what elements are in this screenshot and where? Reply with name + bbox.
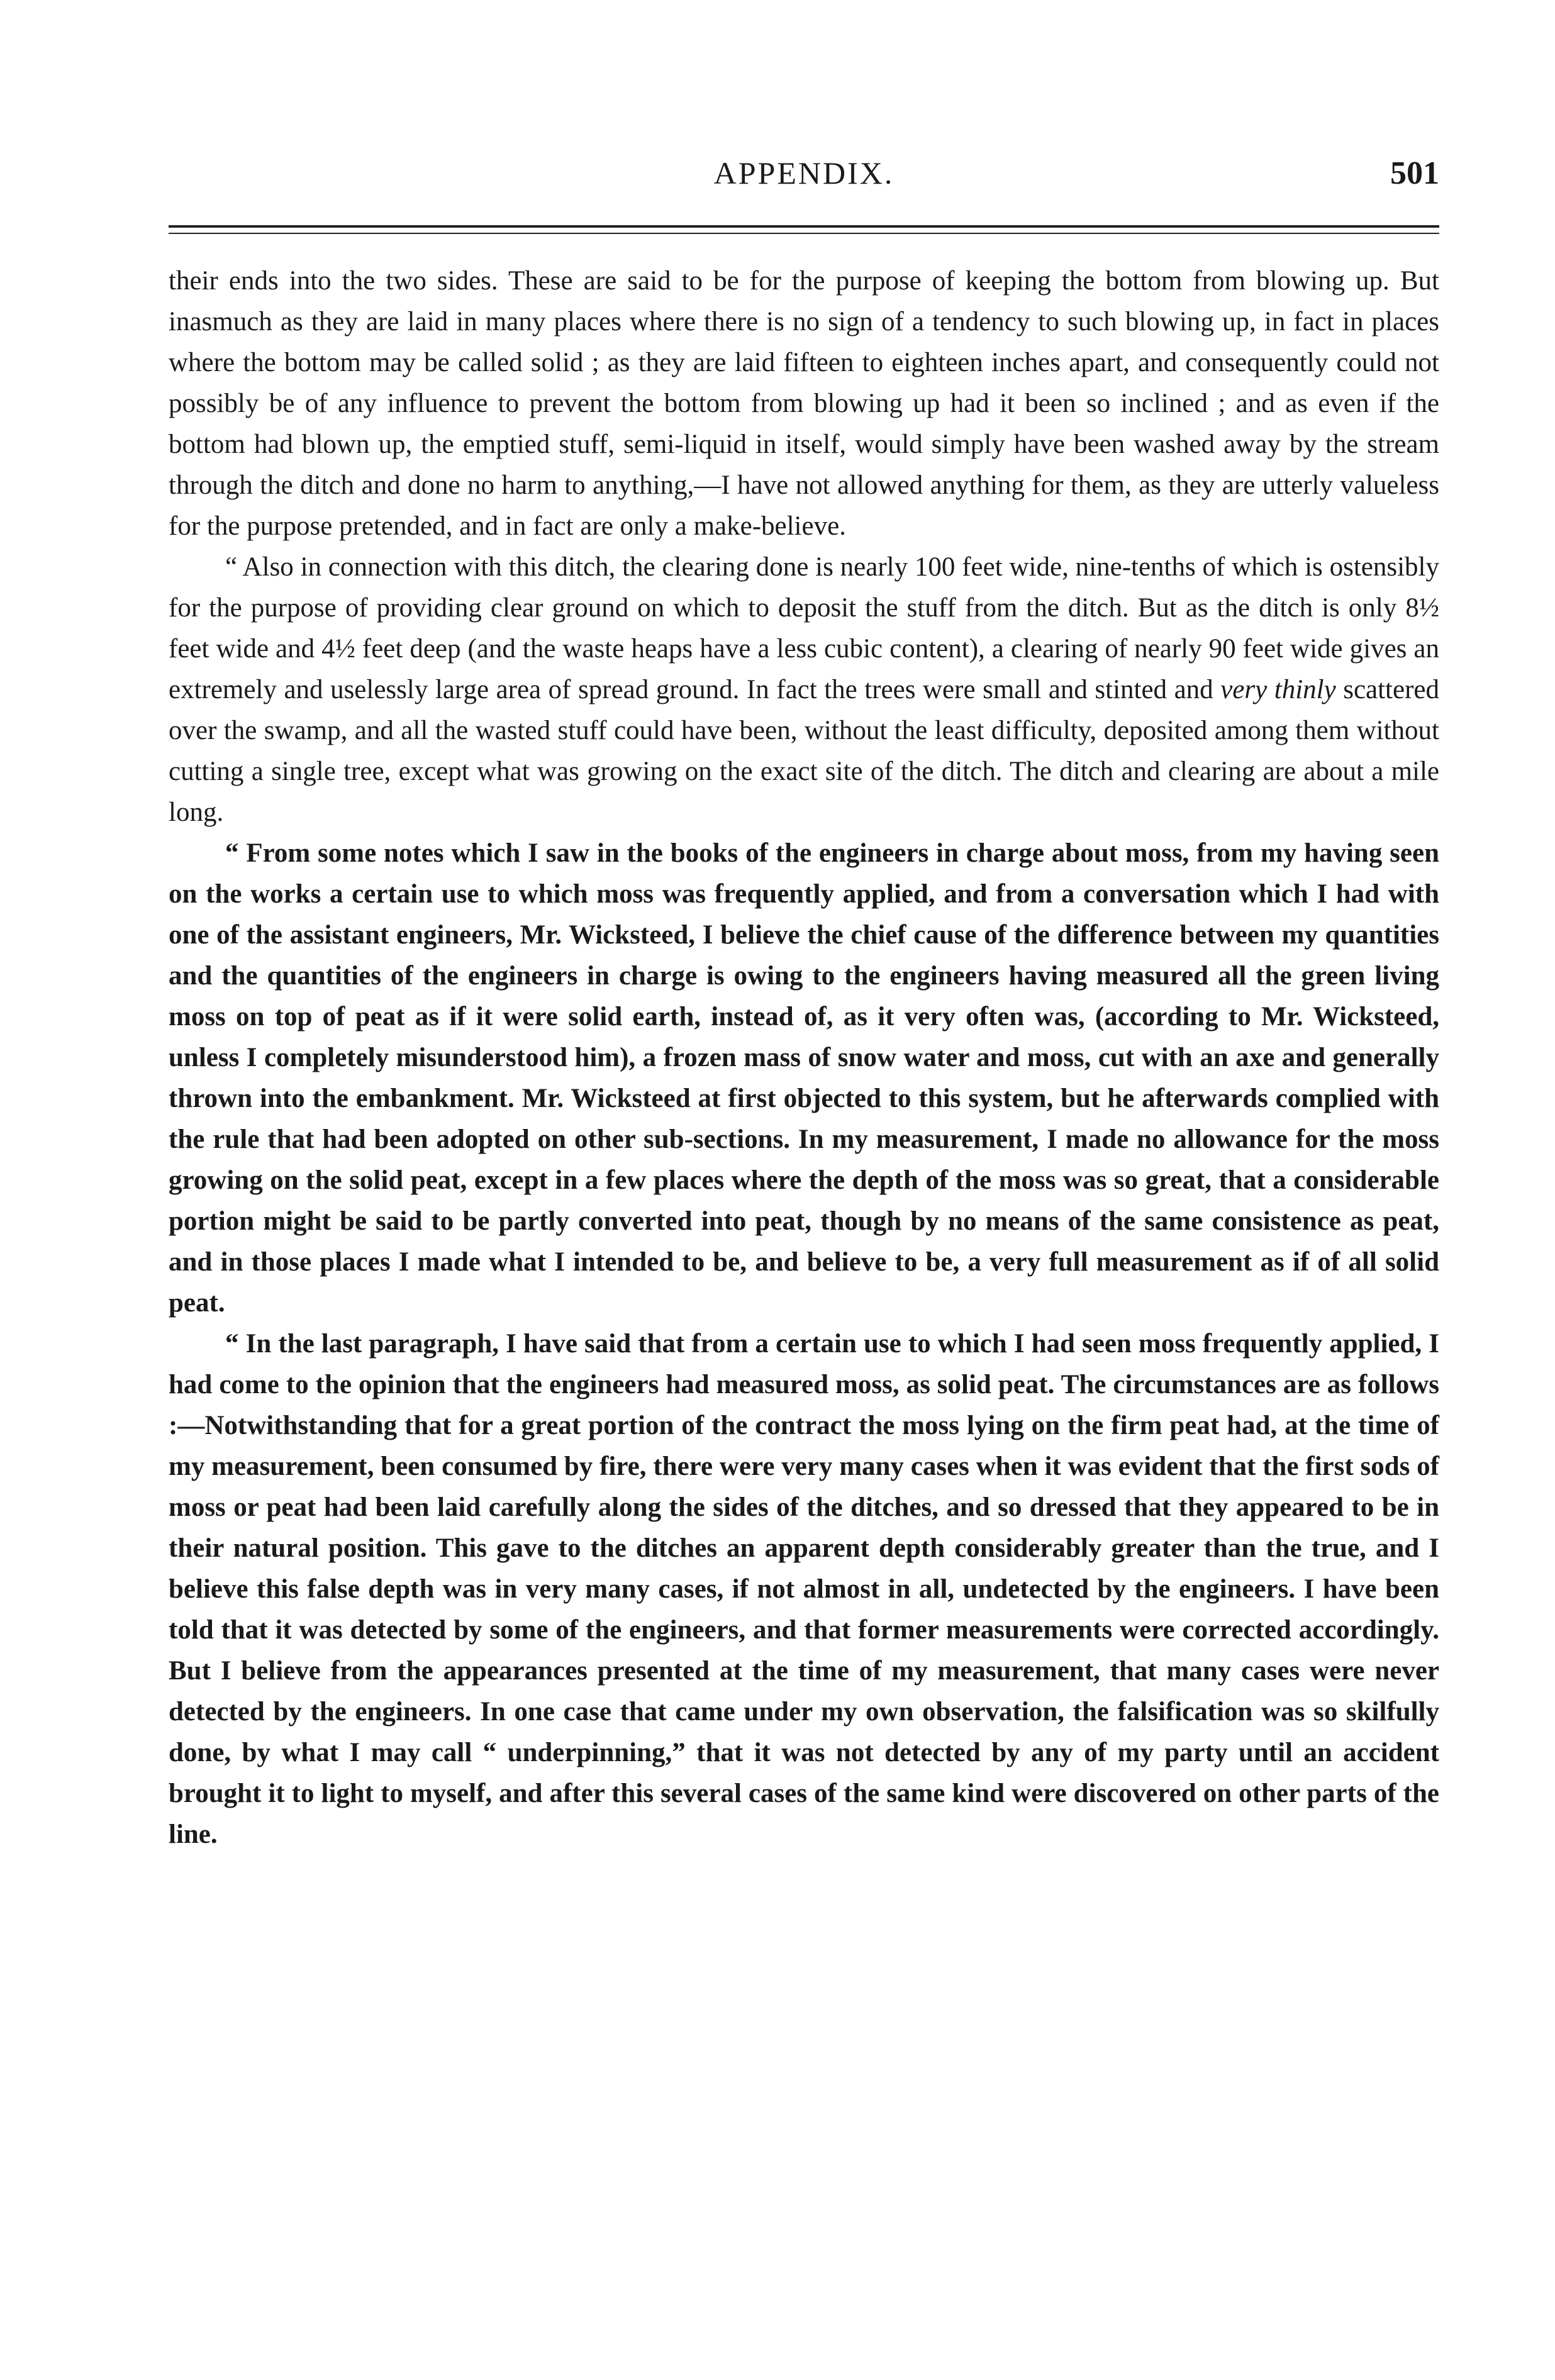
paragraph-3: “ From some notes which I saw in the books of the engineers in charge about moss, from my having seen on the works a certain use to which moss was frequently applied, and from a conversation which I had with one of the assistant engineers, Mr. Wicksteed, I believe the chief cause of the difference between my quantities and the quantities of the engineers in charge is owing to the engineers having measured all the green living moss on top of peat as if it were solid earth, instead of, as it very often was, (according to Mr. Wicksteed, unless I completely misunderstood him), a frozen mass of snow water and moss, cut with an axe and generally thrown into the embankment. Mr. Wicksteed at first objected to this system, but he afterwards complied with the rule that had been adopted on other sub-sections. In my measurement, I made no allowance for the moss growing on the solid peat, except in a few places where the depth of the moss was so great, that a considerable portion might be said to be partly converted into peat, though by no means of the same consistence as peat, and in those places I made what I intended to be, and believe to be, a very full measurement as if of all solid peat. (169, 838, 1439, 1318)
paragraph-4: “ In the last paragraph, I have said that from a certain use to which I had seen moss frequently applied, I had come to the opinion that the engineers had measured moss, as solid peat. The circumstances are as follows :—Notwithstanding that for a great portion of the contract the moss lying on the firm peat had, at the time of my measurement, been consumed by fire, there were very many cases when it was evident that the first sods of moss or peat had been laid carefully along the sides of the ditches, and so dressed that they appeared to be in their natural position. This gave to the ditches an apparent depth considerably greater than the true, and I believe this false depth was in very many cases, if not almost in all, undetected by the engineers. I have been told that it was detected by some of the engineers, and that former measurements were corrected accordingly. But I believe from the appearances presented at the time of my measurement, that many cases were never detected by the engineers. In one case that came under my own observation, the falsification was so skilfully done, by what I may call “ underpinning,” that it was not detected by any of my party until an accident brought it to light to myself, and after this several cases of the same kind were discovered on other parts of the line. (169, 1329, 1439, 1849)
page-header (169, 151, 1439, 201)
paragraph-1: their ends into the two sides. These are said to be for the purpose of keeping the bottom from blowing up. But inasmuch as they are laid in many places where there is no sign of a tendency to such blowing up, in fact in places where the bottom may be called solid ; as they are laid fifteen to eighteen inches apart, and consequently could not possibly be of any influence to prevent the bottom from blowing up had it been so inclined ; and as even if the bottom had blown up, the emptied stuff, semi-liquid in itself, would simply have been washed away by the stream through the ditch and done no harm to anything,—I have not allowed anything for them, as they are utterly valueless for the purpose pretended, and in fact are only a make-believe. (169, 266, 1439, 541)
page-number: 501 (1390, 155, 1439, 191)
paragraph-2-text-a: “ Also in connection with this ditch, the clearing done is nearly 100 feet wide, nine-tenths of which is ostensibly for the purpose of providing clear ground on which to deposit the stuff from the ditch. But as the ditch is only 8½ feet wide and 4½ feet deep (and the waste heaps have a less cubic content), a clearing of nearly 90 feet wide gives an extremely and uselessly large area of spread ground. In fact the trees were small and stinted and (169, 552, 1439, 704)
header-rule-thick (169, 225, 1439, 228)
paragraph-2-text-b: scattered over the swamp, and all the wasted stuff could have been, without the least difficulty, deposited among them without cutting a single tree, except what was growing on the exact site of the ditch. The ditch and clearing are about a mile long. (169, 675, 1439, 827)
body-text (169, 260, 1439, 1855)
paragraph-2 (169, 547, 1439, 833)
header-rule-thin (169, 233, 1439, 234)
running-title: APPENDIX. (713, 155, 895, 191)
paragraph-2-emphasis: very thinly (1220, 675, 1336, 704)
